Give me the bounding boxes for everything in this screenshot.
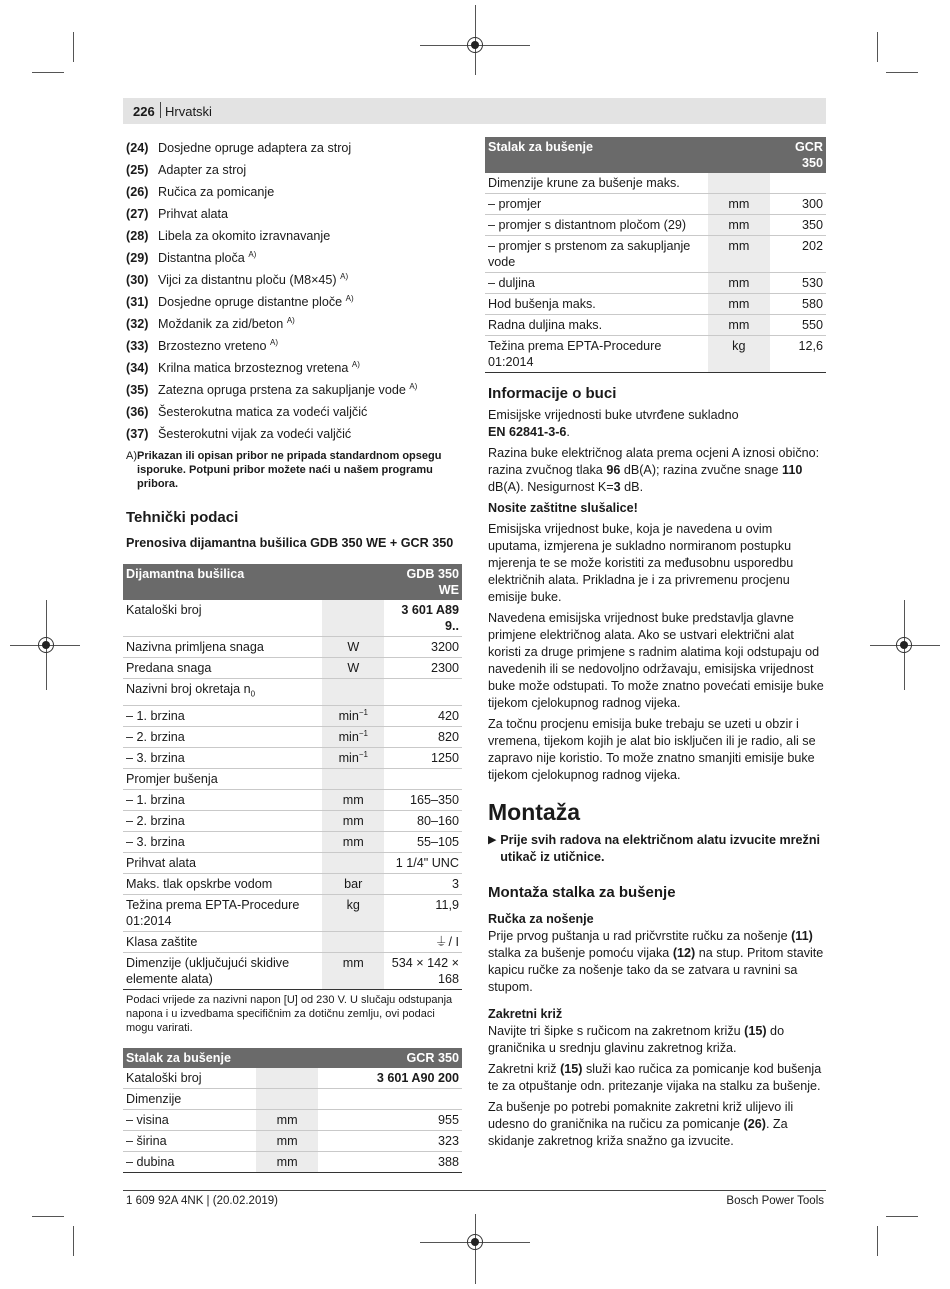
spec-value xyxy=(384,768,462,789)
stand-spec-table xyxy=(485,137,826,373)
part-label: Prihvat alata xyxy=(158,206,229,221)
spec-label: – 2. brzina xyxy=(123,726,322,747)
table-row xyxy=(123,1068,462,1089)
spec-label: Težina prema EPTA-Procedure 01:2014 xyxy=(123,894,322,931)
spec-unit: mm xyxy=(256,1130,318,1151)
spec-label: – promjer s prstenom za sakupljanje vode xyxy=(485,236,708,273)
page-number: 226 xyxy=(133,104,155,119)
noise-paragraph-2: Navedena emisijska vrijednost buke predstavlja glavne primjene električnog alata. Ako se ustvari električni alat koristi za druge primjene s radnim alatima koji odstupaju od navedenih ili se nedovoljno održavaju, emisijska vrijednost buke može odstupati. To može znatno povećati emisije buke tijekom cjelokupnog radnog vijeka. xyxy=(488,611,824,710)
spec-value: 580 xyxy=(770,294,826,315)
table-row xyxy=(485,336,826,373)
spec-value xyxy=(318,1088,462,1109)
spec-label: Nazivna primljena snaga xyxy=(123,637,322,658)
note-text: Prikazan ili opisan pribor ne pripada standardnom opsegu isporuke. Potpuni pribor možete naći u našem programu pribora. xyxy=(137,450,442,490)
spec-value: 80–160 xyxy=(384,810,462,831)
spec-label: Kataloški broj xyxy=(123,600,322,637)
spec-unit: mm xyxy=(322,789,384,810)
part-number: (26) xyxy=(126,184,149,199)
spec-value: ⏚/ I xyxy=(384,931,462,952)
spec-label: – visina xyxy=(123,1109,256,1130)
cross-handle-text-1: Navijte tri šipke s ručicom na zakretnom križu (15) do graničnika u srednju glavinu zakretnog križa. xyxy=(488,1024,785,1055)
spec-unit xyxy=(322,768,384,789)
spec-label: – promjer s distantnom pločom (29) xyxy=(485,215,708,236)
table-row xyxy=(123,810,462,831)
noise-title: Informacije o buci xyxy=(488,385,617,402)
table-row xyxy=(123,831,462,852)
table-row xyxy=(123,600,462,637)
spec-value xyxy=(770,173,826,194)
triangle-bullet-icon: ▶ xyxy=(488,834,497,846)
cross-handle-text-3: Za bušenje po potrebi pomaknite zakretni križ ulijevo ili udesno do graničnika na ručicu za pomicanje (26). Za skidanje zakretnog križa snažno ga izvucite. xyxy=(488,1100,794,1148)
page-language: Hrvatski xyxy=(165,104,212,119)
part-number: (31) xyxy=(126,294,149,309)
cross-handle-text-2: Zakretni križ (15) služi kao ručica za pomicanje kod bušenja te za otpuštanje odn. pritezanje vijaka na stalku za bušenje. xyxy=(488,1062,822,1093)
crop-mark xyxy=(886,72,918,73)
part-number: (32) xyxy=(126,316,149,331)
table-row xyxy=(485,173,826,194)
part-number: (34) xyxy=(126,360,149,375)
part-number: (27) xyxy=(126,206,149,221)
spec-label: – 1. brzina xyxy=(123,789,322,810)
part-label: Adapter za stroj xyxy=(158,162,247,177)
crop-mark xyxy=(73,1226,74,1256)
spec-label: Dimenzije xyxy=(123,1088,256,1109)
right-column xyxy=(488,137,826,1154)
part-label: Dosjedne opruge adaptera za stroj xyxy=(158,140,352,155)
part-number: (37) xyxy=(126,426,149,441)
spec-unit xyxy=(256,1068,318,1089)
table-row xyxy=(123,1088,462,1109)
header-divider xyxy=(160,102,161,118)
spec-unit: $\min^{-1}$ xyxy=(322,726,384,747)
part-number: (35) xyxy=(126,382,149,397)
ear-protection-warning: Nosite zaštitne slušalice! xyxy=(488,501,638,515)
part-item xyxy=(126,335,462,357)
part-item xyxy=(126,181,462,203)
spec-value: 3200 xyxy=(384,637,462,658)
spec-unit: W xyxy=(322,658,384,679)
part-label: Distantna ploča $^{A)}$ xyxy=(158,249,257,265)
spec-unit: mm xyxy=(322,952,384,989)
crop-mark xyxy=(877,1226,878,1256)
table-header-row: Stalak za bušenje GCR 350 xyxy=(485,137,826,173)
spec-value: 300 xyxy=(770,194,826,215)
part-label: Ručica za pomicanje xyxy=(158,184,275,199)
part-item xyxy=(126,269,462,291)
part-number: (29) xyxy=(126,250,149,265)
table-row xyxy=(123,726,462,747)
spec-value: 350 xyxy=(770,215,826,236)
part-label: Krilna matica brzosteznog vretena $^{A)}$ xyxy=(158,359,360,375)
spec-unit: kg xyxy=(708,336,770,373)
page-footer xyxy=(123,1190,826,1207)
part-item xyxy=(126,379,462,401)
spec-value: 955 xyxy=(318,1109,462,1130)
part-label: Vijci za distantnu ploču (M8×45) $^{A)}$ xyxy=(158,271,349,287)
table-row xyxy=(123,952,462,989)
spec-value: 202 xyxy=(770,236,826,273)
carry-handle-title: Ručka za nošenje xyxy=(488,912,594,926)
spec-label: – 3. brzina xyxy=(123,747,322,768)
spec-value: 550 xyxy=(770,315,826,336)
table-row xyxy=(123,931,462,952)
spec-label: – 1. brzina xyxy=(123,705,322,726)
part-item xyxy=(126,203,462,225)
drill-spec-table xyxy=(123,564,462,990)
part-label: Šesterokutna matica za vodeći valjčić xyxy=(158,404,368,419)
part-item xyxy=(126,137,462,159)
spec-label: Nazivni broj okretaja $n_0$ xyxy=(123,679,322,706)
spec-value: 820 xyxy=(384,726,462,747)
table-row xyxy=(123,747,462,768)
spec-unit: mm xyxy=(322,810,384,831)
table-row xyxy=(123,637,462,658)
table-header-row: Stalak za bušenje GCR 350 xyxy=(123,1048,462,1068)
part-number: (24) xyxy=(126,140,149,155)
registration-mark-icon xyxy=(896,637,912,653)
table-row xyxy=(123,789,462,810)
spec-value: 323 xyxy=(318,1130,462,1151)
table-header-row: Dijamantna bušilica GDB 350 WE xyxy=(123,564,462,600)
spec-label: – duljina xyxy=(485,273,708,294)
stand-assembly-title: Montaža stalka za bušenje xyxy=(488,884,676,901)
spec-value: 55–105 xyxy=(384,831,462,852)
spec-label: Maks. tlak opskrbe vodom xyxy=(123,873,322,894)
part-label: Zatezna opruga prstena za sakupljanje vode $^{A)}$ xyxy=(158,381,418,397)
part-item xyxy=(126,247,462,269)
spec-label: Radna duljina maks. xyxy=(485,315,708,336)
table-row xyxy=(485,194,826,215)
spec-value: 2300 xyxy=(384,658,462,679)
spec-label: – širina xyxy=(123,1130,256,1151)
spec-unit xyxy=(322,600,384,637)
part-item xyxy=(126,357,462,379)
table-row xyxy=(123,873,462,894)
spec-label: Prihvat alata xyxy=(123,852,322,873)
registration-mark-icon xyxy=(38,637,54,653)
spec-value: 1250 xyxy=(384,747,462,768)
part-label: Brzostezno vreteno $^{A)}$ xyxy=(158,337,279,353)
crop-mark xyxy=(73,32,74,62)
spec-unit: mm xyxy=(256,1109,318,1130)
table-row xyxy=(123,1109,462,1130)
noise-paragraph-3: Za točnu procjenu emisija buke trebaju se uzeti u obzir i vremena, tijekom kojih je alat bio isključen ili je radio, ali se zapravo nije koristio. To može znatno smanjiti emisije buke tijekom cjelokupnog radnog vijeka. xyxy=(488,717,816,782)
spec-label: – 3. brzina xyxy=(123,831,322,852)
spec-unit: mm xyxy=(708,236,770,273)
table-row xyxy=(123,1151,462,1172)
table-row xyxy=(485,294,826,315)
crop-mark xyxy=(877,32,878,62)
spec-value xyxy=(384,679,462,706)
stand-dimensions-table xyxy=(123,1048,462,1173)
spec-label: Klasa zaštite xyxy=(123,931,322,952)
spec-unit xyxy=(322,852,384,873)
left-column xyxy=(126,137,462,1173)
registration-mark-icon xyxy=(467,37,483,53)
cross-handle-title: Zakretni križ xyxy=(488,1007,563,1021)
registration-mark-icon xyxy=(467,1234,483,1250)
part-number: (25) xyxy=(126,162,149,177)
table-row xyxy=(485,273,826,294)
part-item xyxy=(126,313,462,335)
brand-name: Bosch Power Tools xyxy=(726,1195,824,1207)
doc-number: 1 609 92A 4NK | (20.02.2019) xyxy=(126,1195,278,1207)
part-number: (33) xyxy=(126,338,149,353)
spec-label: Hod bušenja maks. xyxy=(485,294,708,315)
part-item xyxy=(126,159,462,181)
part-number: (30) xyxy=(126,272,149,287)
table-row xyxy=(123,852,462,873)
part-label: Libela za okomito izravnavanje xyxy=(158,228,331,243)
part-number: (36) xyxy=(126,404,149,419)
table-row xyxy=(485,215,826,236)
spec-value: 11,9 xyxy=(384,894,462,931)
spec-value: 3 601 A90 200 xyxy=(318,1068,462,1089)
spec-value: 3 xyxy=(384,873,462,894)
crop-mark xyxy=(886,1216,918,1217)
spec-value: 3 601 A89 9.. xyxy=(384,600,462,637)
table-row xyxy=(123,894,462,931)
crop-mark xyxy=(32,72,64,73)
spec-unit: $\min^{-1}$ xyxy=(322,705,384,726)
spec-unit xyxy=(256,1088,318,1109)
carry-handle-text: Prije prvog puštanja u rad pričvrstite ručku za nošenje (11) stalka za bušenje pomoću vijaka (12) na stup. Pritom stavite kapicu ručke za nošenje tako da se zatvara u ravnini sa stupom. xyxy=(488,929,824,994)
table-row xyxy=(485,315,826,336)
part-item xyxy=(126,401,462,423)
spec-unit: W xyxy=(322,637,384,658)
spec-value: 534 × 142 × 168 xyxy=(384,952,462,989)
spec-unit xyxy=(322,679,384,706)
spec-label: Kataloški broj xyxy=(123,1068,256,1089)
spec-unit xyxy=(708,173,770,194)
noise-paragraph-1: Emisijska vrijednost buke, koja je navedena u ovim uputama, izmjerena je sukladno normiranom postupku mjerenja te se može koristiti za međusobnu usporedbu električnih alata. Prikladna je i za privremenu procjenu emisije buke. xyxy=(488,522,794,604)
part-label: Šesterokutni vijak za vodeći valjčić xyxy=(158,426,352,441)
spec-unit: mm xyxy=(708,315,770,336)
spec-unit: mm xyxy=(708,273,770,294)
part-item xyxy=(126,291,462,313)
note-key: A) xyxy=(126,450,137,462)
noise-standard-text: Emisijske vrijednosti buke utvrđene sukladno EN 62841-3-6. xyxy=(488,408,739,439)
spec-value: 12,6 xyxy=(770,336,826,373)
table-row xyxy=(123,658,462,679)
spec-value: 1 1/4" UNC xyxy=(384,852,462,873)
accessory-note xyxy=(126,449,462,491)
tech-data-title: Tehnički podaci xyxy=(126,509,239,526)
tech-data-subtitle: Prenosiva dijamantna bušilica GDB 350 WE + GCR 350 xyxy=(126,536,454,550)
spec-unit: mm xyxy=(708,194,770,215)
assembly-title: Montaža xyxy=(488,799,580,825)
table-row xyxy=(123,768,462,789)
spec-label: – 2. brzina xyxy=(123,810,322,831)
spec-unit xyxy=(322,931,384,952)
part-number: (28) xyxy=(126,228,149,243)
spec-value: 420 xyxy=(384,705,462,726)
spec-label: Predana snaga xyxy=(123,658,322,679)
crop-mark xyxy=(32,1216,64,1217)
spec-value: 165–350 xyxy=(384,789,462,810)
voltage-footnote: Podaci vrijede za nazivni napon [U] od 230 V. U slučaju odstupanja napona i u izvedbama specifičnim za dotičnu zemlju, ovi podaci mogu varirati. xyxy=(126,993,453,1034)
spec-unit: mm xyxy=(256,1151,318,1172)
table-row xyxy=(123,679,462,706)
part-label: Moždanik za zid/beton $^{A)}$ xyxy=(158,315,295,331)
part-item xyxy=(126,225,462,247)
spec-label: Dimenzije (uključujući skidive elemente alata) xyxy=(123,952,322,989)
protective-earth-icon: ⏚ xyxy=(434,934,448,949)
spec-label: Težina prema EPTA-Procedure 01:2014 xyxy=(485,336,708,373)
table-row xyxy=(485,236,826,273)
spec-label: – promjer xyxy=(485,194,708,215)
table-row xyxy=(123,705,462,726)
spec-label: Promjer bušenja xyxy=(123,768,322,789)
unplug-warning: ▶ Prije svih radova na električnom alatu izvucite mrežni utikač iz utičnice. xyxy=(488,833,821,864)
spec-value: 388 xyxy=(318,1151,462,1172)
part-label: Dosjedne opruge distantne ploče $^{A)}$ xyxy=(158,293,354,309)
parts-list xyxy=(126,137,462,445)
table-row xyxy=(123,1130,462,1151)
spec-unit: $\min^{-1}$ xyxy=(322,747,384,768)
spec-unit: mm xyxy=(708,294,770,315)
spec-unit: bar xyxy=(322,873,384,894)
spec-unit: kg xyxy=(322,894,384,931)
page-header xyxy=(123,98,826,124)
spec-value: 530 xyxy=(770,273,826,294)
spec-label: Dimenzije krune za bušenje maks. xyxy=(485,173,708,194)
spec-unit: mm xyxy=(322,831,384,852)
part-item xyxy=(126,423,462,445)
spec-unit: mm xyxy=(708,215,770,236)
noise-levels-text: Razina buke električnog alata prema ocjeni A iznosi obično: razina zvučnog tlaka 96 dB(A); razina zvučne snage 110 dB(A). Nesigurnost K=3 dB. xyxy=(488,446,820,494)
spec-label: – dubina xyxy=(123,1151,256,1172)
